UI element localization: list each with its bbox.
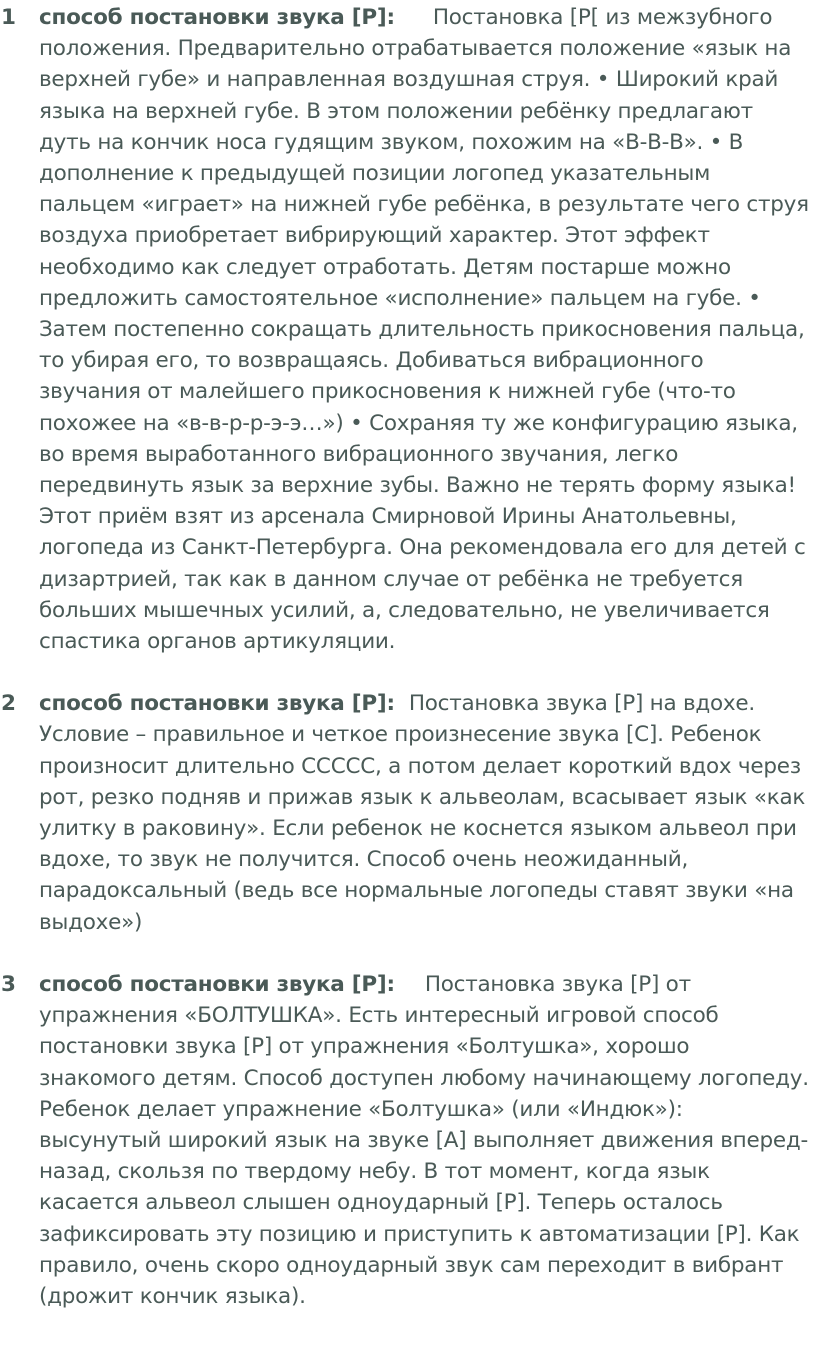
list-item-2 xyxy=(0,688,816,938)
item-number: 1 xyxy=(1,5,16,30)
item-text: Постановка звука [Р] на вдохе. Условие – правильное и четкое произнесение звука [С]. Ребенок произносит длительно ССССС, а потом делает короткий вдох через рот, резко подняв и прижав язык к альвеолам, всасывает язык «как улитку в раковину». Если ребенок не коснется языком альвеол при вдохе, то звук не получится. Способ очень неожиданный, парадоксальный (ведь все нормальные логопеды ставят звуки «на выдохе») xyxy=(39,691,806,935)
list-item-1 xyxy=(0,2,816,657)
list-item-3 xyxy=(0,969,816,1312)
item-heading: способ постановки звука [Р]: xyxy=(39,971,395,997)
item-text: Постановка [Р[ из межзубного положения. Предварительно отрабатывается положение «язык на верхней губе» и направленная воздушная струя. • Широкий край языка на верхней губе. В этом положении ребёнку предлагают дуть на кончик носа гудящим звуком, похожим на «В-В-В». • В дополнение к предыдущей позиции логопед указательным пальцем «играет» на нижней губе ребёнка, в результате чего струя воздуха приобретает вибрирующий характер. Этот эффект необходимо как следует отработать. Детям постарше можно предложить самостоятельное «исполнение» пальцем на губе. • Затем постепенно сокращать длительность прикосновения пальца, то убирая его, то возвращаясь. Добиваться вибрационного звучания от малейшего прикосновения к нижней губе (что-то похожее на «в-в-р-р-э-э…») • Сохраняя ту же конфигурацию языка, во время выработанного вибрационного звучания, легко передвинуть язык за верхние зубы. Важно не терять форму языка! Этот приём взят из арсенала Смирновой Ирины Анатольевны, логопеда из Санкт-Петербурга. Она рекомендовала его для детей с дизартрией, так как в данном случае от ребёнка не требуется больших мышечных усилий, а, следовательно, не увеличивается спастика органов артикуляции. xyxy=(39,5,809,655)
item-heading: способ постановки звука [Р]: xyxy=(39,5,395,30)
item-heading: способ постановки звука [Р]: xyxy=(39,691,395,717)
item-number: 3 xyxy=(1,971,16,997)
item-text: Постановка звука [Р] от упражнения «БОЛТУШКА». Есть интересный игровой способ постановки звука [Р] от упражнения «Болтушка», хорошо знакомого детям. Способ доступен любому начинающему логопеду. Ребенок делает упражнение «Болтушка» (или «Индюк»): высунутый широкий язык на звуке [А] выполняет движения вперед-назад, скользя по твердому небу. В тот момент, когда язык касается альвеол слышен одноударный [Р]. Теперь осталось зафиксировать эту позицию и приступить к автоматизации [Р]. Как правило, очень скоро одноударный звук сам переходит в вибрант (дрожит кончик языка). xyxy=(39,971,809,1309)
item-number: 2 xyxy=(1,691,16,717)
